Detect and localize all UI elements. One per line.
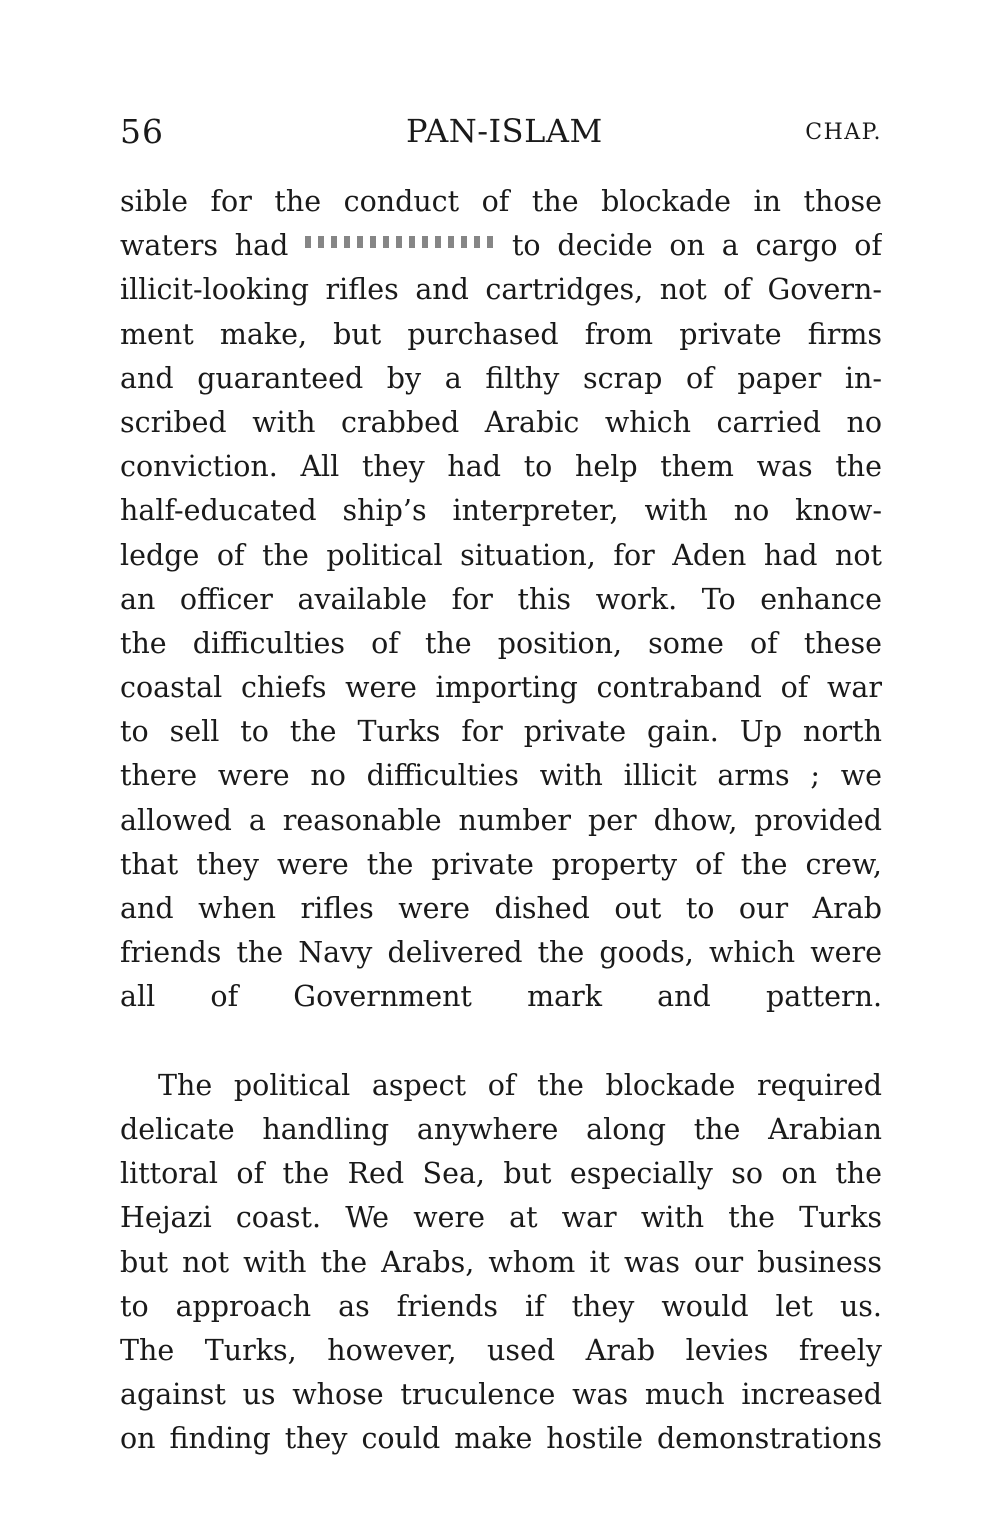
paragraph-1 [120,180,882,1064]
ink-smudge [305,236,495,248]
text-line [120,1020,882,1064]
running-title: PAN-ISLAM [406,112,603,150]
text-line: littoral of the Red Sea, but especially so on the [120,1157,882,1191]
text-line: on finding they could make hostile demonstrations [120,1422,882,1456]
text-line: all of Government mark and pattern. [120,980,882,1014]
text-line: The Turks, however, used Arab levies freely [120,1333,882,1367]
text-line: ment make, but purchased from private firms [120,317,882,351]
text-line: an officer available for this work. To enhance [120,582,882,616]
text-line: allowed a reasonable number per dhow, provided [120,803,882,837]
text-line-with-smudge [120,224,882,268]
page-body [120,180,882,1461]
text-line: delicate handling anywhere along the Arabian [120,1112,882,1146]
text-line: Hejazi coast. We were at war with the Turks [120,1201,882,1235]
text-line: The political aspect of the blockade required [158,1068,882,1102]
chapter-label: CHAP. [805,120,882,145]
text-line: scribed with crabbed Arabic which carried no [120,405,882,439]
text-line: there were no difficulties with illicit arms ; we [120,759,882,793]
text-line: half-educated ship’s interpreter, with no know- [120,494,882,528]
text-line: sible for the conduct of the blockade in those [120,185,882,218]
text-line: conviction. All they had to help them was the [120,450,882,484]
text-line: and guaranteed by a filthy scrap of paper in- [120,361,882,395]
text-line: friends the Navy delivered the goods, which were [120,936,882,970]
text-line: against us whose truculence was much increased [120,1378,882,1412]
text-fragment: to decide on a cargo of [511,229,882,263]
text-fragment: waters had [120,229,289,263]
text-line: to approach as friends if they would let us. [120,1289,882,1323]
text-line: the difficulties of the position, some of these [120,626,882,660]
page-number: 56 [120,112,164,151]
page-header [120,112,882,156]
paragraph-2 [120,1064,882,1462]
text-line: and when rifles were dished out to our Arab [120,892,882,925]
text-line: ledge of the political situation, for Aden had not [120,538,882,572]
text-line: but not with the Arabs, whom it was our business [120,1245,882,1279]
text-line: coastal chiefs were importing contraband of war [120,671,882,705]
text-line: that they were the private property of the crew, [120,847,882,881]
text-line: illicit-looking rifles and cartridges, not of Govern- [120,273,882,307]
text-line: to sell to the Turks for private gain. Up north [120,715,882,749]
